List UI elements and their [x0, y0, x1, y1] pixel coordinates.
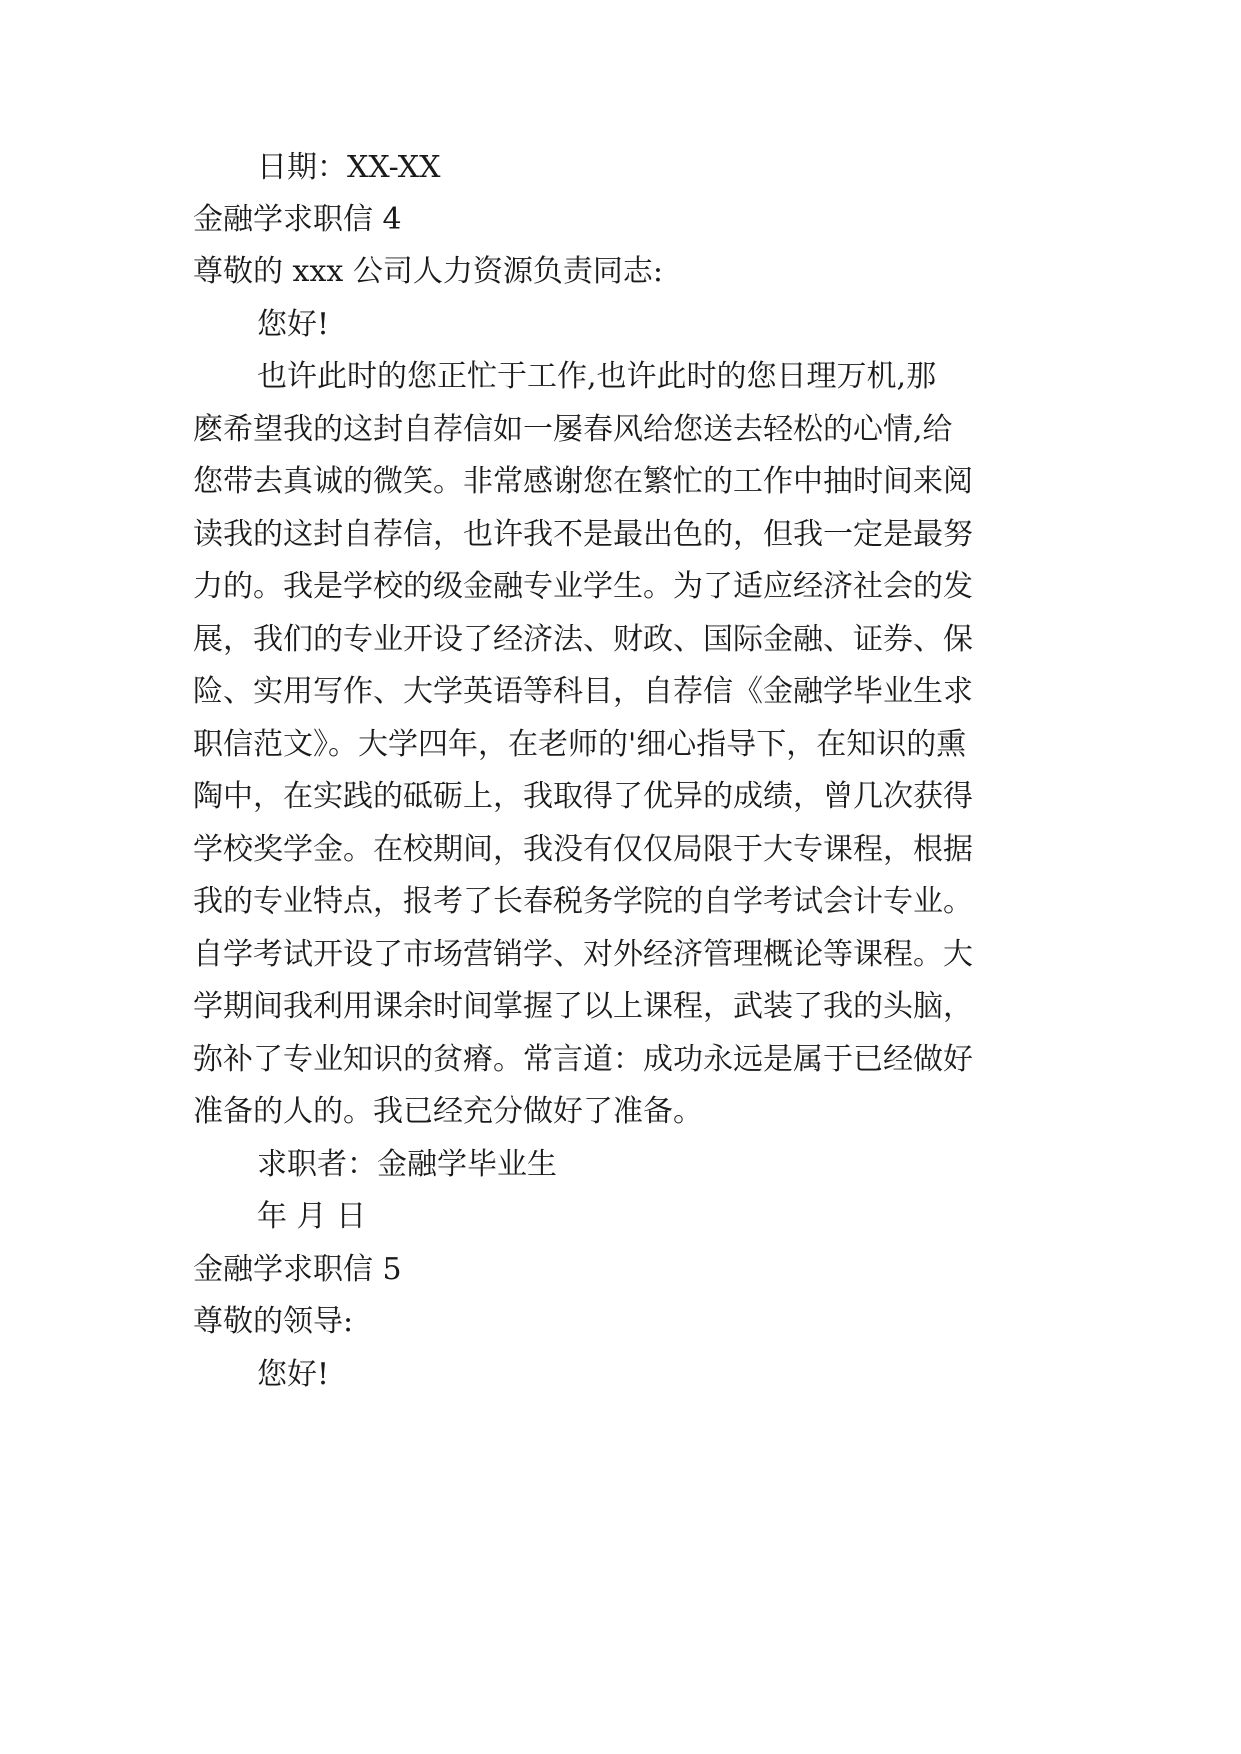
letter4-body-line: 读我的这封自荐信，也许我不是最出色的，但我一定是最努: [193, 517, 973, 552]
letter5-greeting: 您好!: [257, 1357, 330, 1392]
letter4-body-line: 展，我们的专业开设了经济法、财政、国际金融、证券、保: [193, 622, 973, 657]
letter4-body-line: 险、实用写作、大学英语等科目，自荐信《金融学毕业生求: [193, 674, 973, 709]
letter4-title: 金融学求职信 4: [193, 202, 402, 237]
letter4-body-line: 陶中，在实践的砥砺上，我取得了优异的成绩，曾几次获得: [193, 779, 973, 814]
letter4-body-line: 学期间我利用课余时间掌握了以上课程，武装了我的头脑，: [193, 989, 973, 1024]
letter4-body-line: 力的。我是学校的级金融专业学生。为了适应经济社会的发: [193, 569, 973, 604]
letter4-body-line: 也许此时的您正忙于工作,也许此时的您日理万机,那: [257, 359, 937, 394]
letter5-salutation: 尊敬的领导:: [193, 1304, 354, 1339]
letter4-body-line: 职信范文》。大学四年，在老师的'细心指导下，在知识的熏: [193, 727, 967, 762]
letter4-body-line: 我的专业特点，报考了长春税务学院的自学考试会计专业。: [193, 884, 973, 919]
letter4-salutation: 尊敬的 xxx 公司人力资源负责同志:: [193, 254, 663, 289]
letter4-body-line: 自学考试开设了市场营销学、对外经济管理概论等课程。大: [193, 937, 973, 972]
letter4-signature: 求职者：金融学毕业生: [257, 1147, 557, 1182]
letter4-body-line: 麽希望我的这封自荐信如一屡春风给您送去轻松的心情,给: [193, 412, 953, 447]
letter4-greeting: 您好!: [257, 307, 330, 342]
letter4-body-line: 学校奖学金。在校期间，我没有仅仅局限于大专课程，根据: [193, 832, 973, 867]
letter4-date-placeholder: 年 月 日: [257, 1199, 367, 1234]
letter4-body-line: 弥补了专业知识的贫瘠。常言道：成功永远是属于已经做好: [193, 1042, 973, 1077]
date-line: 日期：XX-XX: [257, 150, 441, 185]
letter4-body-line: 您带去真诚的微笑。非常感谢您在繁忙的工作中抽时间来阅: [193, 464, 973, 499]
letter4-body-line: 准备的人的。我已经充分做好了准备。: [193, 1094, 703, 1129]
letter5-title: 金融学求职信 5: [193, 1252, 402, 1287]
